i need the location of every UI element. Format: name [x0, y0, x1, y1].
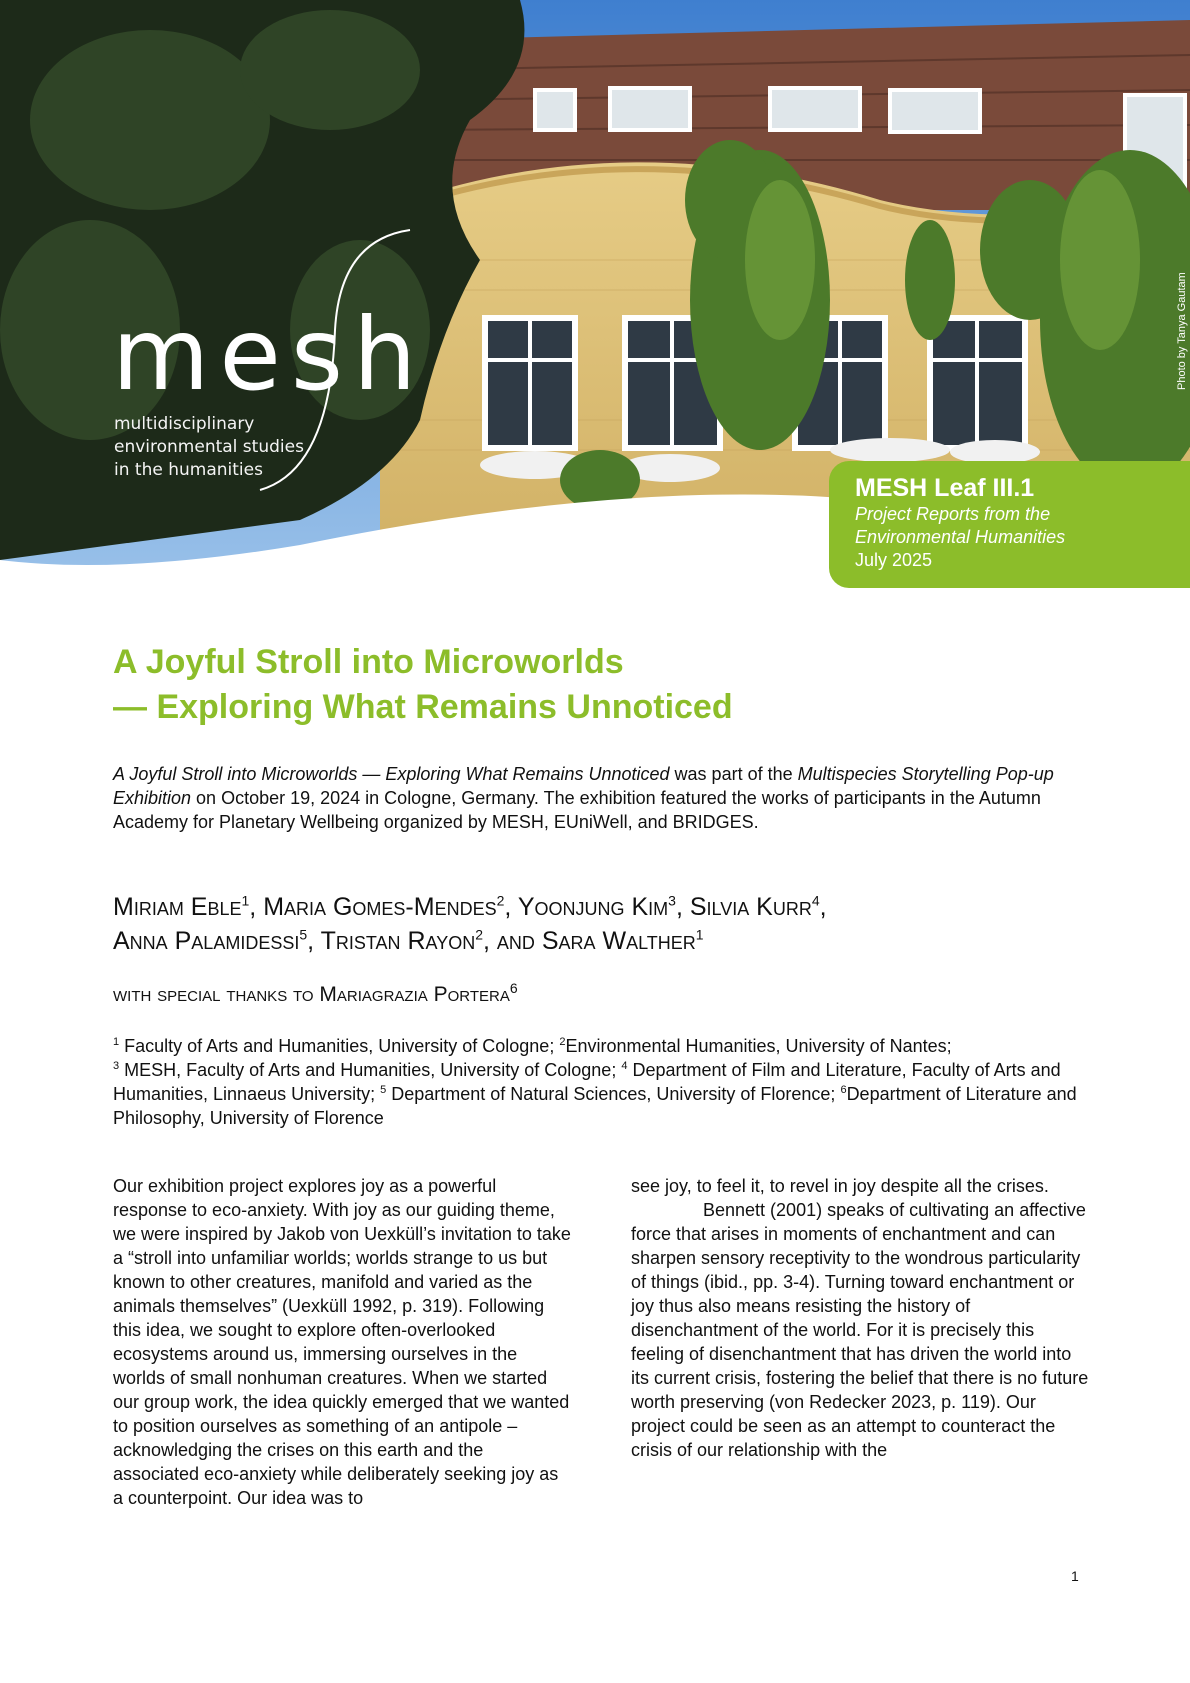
- author-sep: , and: [483, 927, 542, 955]
- affil-text: Department of Literature and Philosophy, University of Florence: [113, 1084, 1077, 1128]
- leaf-badge: [829, 461, 1190, 588]
- intro-italic: A Joyful Stroll into Microworlds — Exploring What Remains Unnoticed: [113, 764, 670, 784]
- affil-number: 2: [559, 1036, 566, 1048]
- logo-tagline-line: in the humanities: [114, 460, 263, 480]
- author-name: Yoonjung Kim: [517, 893, 669, 921]
- author-name: Tristan Rayon: [320, 927, 476, 955]
- author-sep: ,: [819, 893, 827, 921]
- author-list: [113, 890, 1113, 958]
- logo-tagline-line: environmental studies: [114, 437, 304, 457]
- affil-text: Department of Natural Sciences, University of Florence;: [386, 1084, 841, 1104]
- author-sep: ,: [249, 893, 264, 921]
- leaf-date: July 2025: [855, 550, 933, 570]
- logo-tagline-line: multidisciplinary: [114, 414, 255, 434]
- affil-text: Environmental Humanities, University of Nantes;: [565, 1036, 952, 1056]
- page-number: 1: [1071, 1568, 1079, 1584]
- body-paragraph: Our exhibition project explores joy as a powerful response to eco-anxiety. With joy as our guiding theme, we were inspired by Jakob von Uexküll’s invitation to take a “stroll into unfamiliar worlds; worlds strange to us but known to other creatures, manifold and varied as the animals themselves” (Uexküll 1992, p. 319). Following this idea, we sought to explore often-overlooked ecosystems around us, immersing ourselves in the worlds of small nonhuman creatures. When we started our group work, the idea quickly emerged that we wanted to position ourselves as something of an antipole – acknowledging the crises on this earth and the associated eco-anxiety while deliberately seeking joy as a counterpoint. Our idea was to: [113, 1176, 571, 1508]
- affil-number: 4: [621, 1060, 628, 1072]
- author-affil: 5: [299, 926, 308, 943]
- author-affil: 1: [695, 926, 704, 943]
- title-line: A Joyful Stroll into Microworlds: [113, 643, 624, 681]
- thanks-name: Mariagrazia Portera: [319, 983, 510, 1006]
- author-sep: ,: [307, 927, 321, 955]
- author-affil: 1: [241, 892, 250, 909]
- intro-text: was part of the: [669, 764, 798, 784]
- logo-tagline: [114, 413, 374, 482]
- logo-wordmark: mesh: [112, 296, 427, 413]
- author-sep: ,: [504, 893, 518, 921]
- acknowledgement: [113, 980, 518, 1010]
- author-name: Sara Walther: [541, 927, 696, 955]
- author-name: Anna Palamidessi: [113, 927, 300, 955]
- leaf-subtitle: Project Reports from the: [855, 504, 1051, 524]
- leaf-title: MESH Leaf III.1: [855, 474, 1035, 502]
- author-name: Silvia Kurr: [689, 893, 812, 921]
- affil-number: 1: [113, 1036, 120, 1048]
- affil-text: MESH, Faculty of Arts and Humanities, University of Cologne;: [119, 1060, 622, 1080]
- affil-text: Department of Film and Literature, Faculty of Arts and Humanities, Linnaeus University;: [113, 1060, 1061, 1104]
- affiliations: [113, 1034, 1093, 1130]
- author-affil: 2: [496, 892, 505, 909]
- affil-text: Faculty of Arts and Humanities, University of Cologne;: [119, 1036, 560, 1056]
- body-column-right: [631, 1174, 1091, 1462]
- author-affil: 2: [475, 926, 484, 943]
- page-title: [113, 640, 1013, 730]
- body-paragraph: Bennett (2001) speaks of cultivating an affective force that arises in moments of enchantment and can sharpen sensory receptivity to the wondrous particularity of things (ibid., pp. 3-4). Turning toward enchantment or joy thus also means resisting the history of disenchantment of the world. For it is precisely this feeling of disenchantment that has driven the world into its current crisis, fostering the belief that there is no future worth preserving (von Redecker 2023, p. 119). Our project could be seen as an attempt to counteract the crisis of our relationship with the: [631, 1200, 1089, 1460]
- body-paragraph: see joy, to feel it, to revel in joy despite all the crises.: [631, 1176, 1049, 1196]
- author-name: Maria Gomes-Mendes: [263, 893, 497, 921]
- author-affil: 4: [811, 892, 820, 909]
- leaf-subtitle: Environmental Humanities: [855, 527, 1066, 547]
- body-column-left: [113, 1174, 573, 1510]
- affil-number: 6: [840, 1084, 847, 1096]
- intro-text: on October 19, 2024 in Cologne, Germany. The exhibition featured the works of participants in the Autumn Academy for Planetary Wellbeing organized by MESH, EUniWell, and BRIDGES.: [113, 788, 1041, 832]
- thanks-affil: 6: [509, 980, 518, 996]
- thanks-prefix: with special thanks to: [113, 983, 320, 1006]
- intro-paragraph: [113, 762, 1083, 834]
- title-line: — Exploring What Remains Unnoticed: [113, 688, 733, 726]
- photo-credit: Photo by Tanya Gautam: [1176, 272, 1188, 390]
- affil-number: 3: [113, 1060, 120, 1072]
- affil-number: 5: [380, 1084, 387, 1096]
- author-sep: ,: [675, 893, 690, 921]
- author-affil: 3: [668, 892, 676, 909]
- intro-italic: Multispecies Storytelling Pop-up Exhibition: [113, 764, 1054, 808]
- author-name: Miriam Eble: [113, 893, 242, 921]
